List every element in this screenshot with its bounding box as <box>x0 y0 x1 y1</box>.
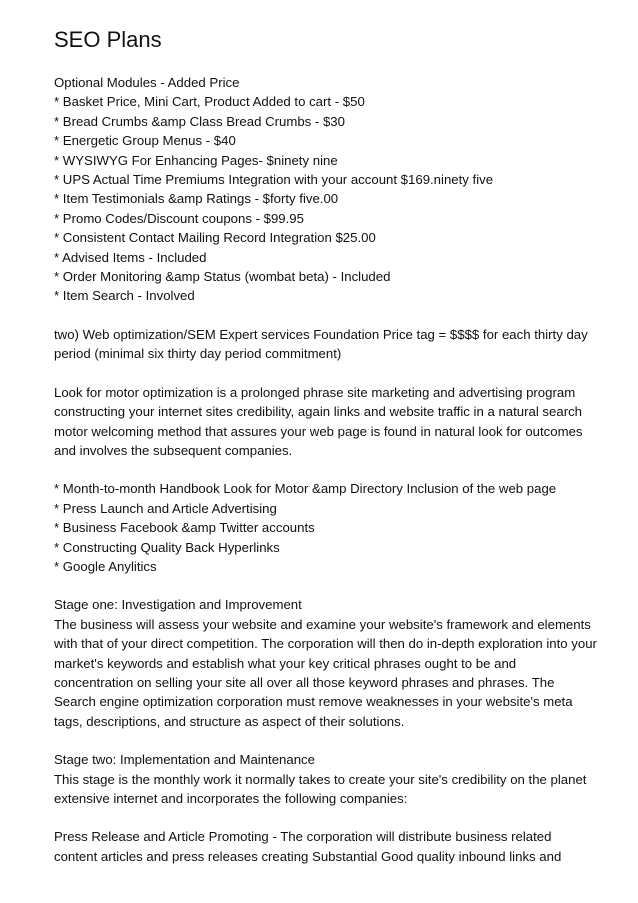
module-item: * Advised Items - Included <box>54 249 207 265</box>
service-item: * Business Facebook &amp Twitter accounts <box>54 520 315 536</box>
stage-two-section <box>54 750 594 808</box>
optional-modules-section <box>54 73 594 306</box>
service-item: * Constructing Quality Back Hyperlinks <box>54 539 280 555</box>
intro-paragraph <box>54 383 594 461</box>
page-title: SEO Plans <box>54 27 162 52</box>
module-item: * Bread Crumbs &amp Class Bread Crumbs - $30 <box>54 113 345 129</box>
modules-heading: Optional Modules - Added Price <box>54 75 240 90</box>
module-item: * Energetic Group Menus - $40 <box>54 133 236 149</box>
service-item: * Press Launch and Article Advertising <box>54 500 277 516</box>
module-item: * Promo Codes/Discount coupons - $99.95 <box>54 210 304 226</box>
paragraph-line: extensive internet and incorporates the following companies: <box>54 791 408 806</box>
paragraph-line: market's keywords and establish what your key critical phrases ought to be and <box>54 655 517 671</box>
paragraph-line: The business will assess your website and examine your website's framework and elements <box>54 616 591 632</box>
service-item: * Google Anylitics <box>54 558 157 574</box>
paragraph-line: and involves the subsequent companies. <box>54 442 293 458</box>
paragraph-line: tags, descriptions, and structure as aspect of their solutions. <box>54 713 405 729</box>
module-item: * Item Testimonials &amp Ratings - $forty five.00 <box>54 191 339 207</box>
paragraph-line: Look for motor optimization is a prolonged phrase site marketing and advertising program <box>54 384 576 400</box>
stage-two-heading: Stage two: Implementation and Maintenance <box>54 752 315 768</box>
module-item: * Item Search - Involved <box>54 288 195 304</box>
document-page <box>54 26 597 885</box>
module-item: * UPS Actual Time Premiums Integration with your account $169.ninety five <box>54 172 494 188</box>
paragraph-line: concentration on selling your site all over all those keyword phrases and phrases. The <box>54 674 555 690</box>
service-item: * Month-to-month Handbook Look for Motor &amp Directory Inclusion of the web page <box>54 481 557 497</box>
paragraph-line: Search engine optimization corporation must remove weaknesses in your website's meta <box>54 694 573 710</box>
services-list <box>54 479 594 576</box>
paragraph-line: content articles and press releases creating Substantial Good quality inbound links and <box>54 848 562 864</box>
seo-price-line: two) Web optimization/SEM Expert services Foundation Price tag = $$$$ for each thirty day <box>54 326 588 342</box>
module-item: * Order Monitoring &amp Status (wombat beta) - Included <box>54 269 391 285</box>
paragraph-line: Press Release and Article Promoting - The corporation will distribute business related <box>54 829 552 845</box>
paragraph-line: with that of your direct competition. The corporation will then do in-depth exploration into your <box>54 636 597 652</box>
paragraph-line: motor welcoming method that assures your web page is found in natural look for outcomes <box>54 423 583 439</box>
paragraph-line: This stage is the monthly work it normally takes to create your site's credibility on the planet <box>54 771 587 787</box>
stage-one-heading: Stage one: Investigation and Improvement <box>54 597 302 613</box>
module-item: * Basket Price, Mini Cart, Product Added to cart - $50 <box>54 94 365 110</box>
paragraph-line: constructing your internet sites credibility, again links and website traffic in a natural search <box>54 404 583 420</box>
module-item: * WYSIWYG For Enhancing Pages- $ninety nine <box>54 152 338 168</box>
seo-price-line: period (minimal six thirty day period commitment) <box>54 346 342 362</box>
stage-one-section <box>54 595 597 731</box>
press-release-section <box>54 827 594 866</box>
seo-price-section <box>54 325 594 364</box>
module-item: * Consistent Contact Mailing Record Integration $25.00 <box>54 230 376 246</box>
